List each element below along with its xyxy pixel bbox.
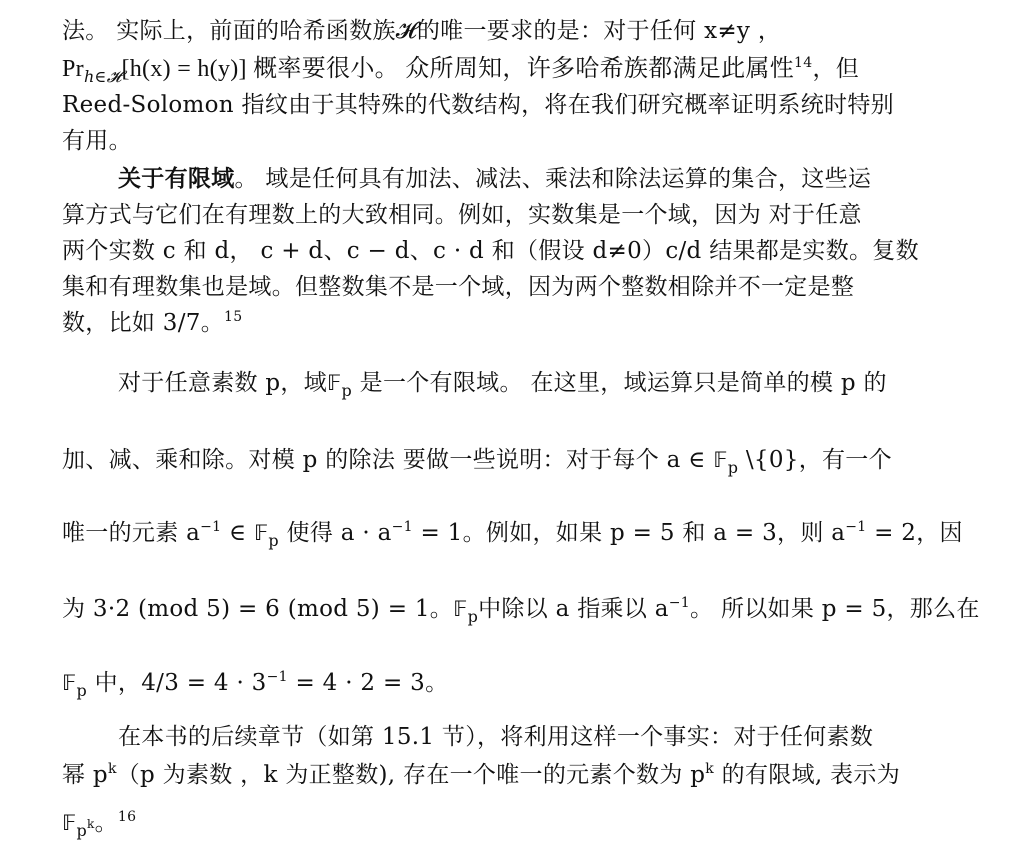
- p3-line-4: 为 3·2 (mod 5) = 6 (mod 5) = 1。𝔽$_p$中除以 a 指乘以 $a^{-1}$。 所以如果 p = 5，那么在: [62, 595, 980, 626]
- footnote-ref-16: 16: [117, 809, 137, 825]
- p4-line-1: 在本书的后续章节（如第 15.1 节），将利用这样一个事实：对于任何素数: [118, 724, 874, 750]
- p2-line-1: 关于有限域。 域是任何具有加法、减法、乘法和除法运算的集合，这些运: [118, 165, 872, 192]
- p4-line-3: 𝔽$_p$k。$^{16}$: [62, 809, 137, 840]
- p3-line-1: 对于任意素数 p，域𝔽$_p$ 是一个有限域。 在这里，域运算只是简单的模 p 的: [118, 370, 887, 400]
- p4-line-2: 幂 $p^k(p$ 为素数 ，k 为正整数), 存在一个唯一的元素个数为 $p^k$ 的有限域, 表示为: [62, 761, 900, 788]
- p1-line-2: $Pr_{h\in 𝓗}[h(x) = h(y)]$ 概率要很小。 众所周知，许多哈希族都满足此属性$^{14}$，但: [62, 55, 860, 86]
- p2-line-5: 数，比如 3/7。$^{15}$: [62, 309, 243, 336]
- p2-line-3: 两个实数 c 和 d， c + d、c − d、c · d 和（假设 d≠0）c/d 结果都是实数。复数: [62, 238, 919, 264]
- p1-line-1: 法。 实际上，前面的哈希函数族𝓗的唯一要求的是：对于任何 x≠y ，: [62, 18, 782, 44]
- p3-line-3: 唯一的元素 $a^{-1}$ ∈ 𝔽$_p$ 使得 $a \cdot a^{-1} = 1$。例如，如果 p = 5 和 a = 3，则 $a^{-1} = 2$，因: [62, 519, 963, 550]
- p1-line-4: 有用。: [62, 128, 132, 154]
- p2-line-4: 集和有理数集也是域。但整数集不是一个域，因为两个整数相除并不一定是整: [62, 274, 855, 300]
- p2-line-2: 算方式与它们在有理数上的大致相同。例如，实数集是一个域，因为 对于任意: [62, 202, 862, 228]
- section-heading-finite-fields: 关于有限域: [118, 165, 235, 192]
- p1-line-3: Reed-Solomon 指纹由于其特殊的代数结构，将在我们研究概率证明系统时特别: [62, 92, 894, 118]
- footnote-ref-15: 15: [224, 309, 243, 325]
- p3-line-5: 𝔽$_p$ 中，$4/3 = 4 \cdot 3^{-1} = 4 \cdot 2 = 3$。: [62, 669, 449, 700]
- p3-line-2: 加、减、乘和除。对模 p 的除法 要做一些说明：对于每个 a ∈ 𝔽$_p$ \{0}，有一个: [62, 447, 892, 477]
- footnote-ref-14: 14: [794, 55, 813, 71]
